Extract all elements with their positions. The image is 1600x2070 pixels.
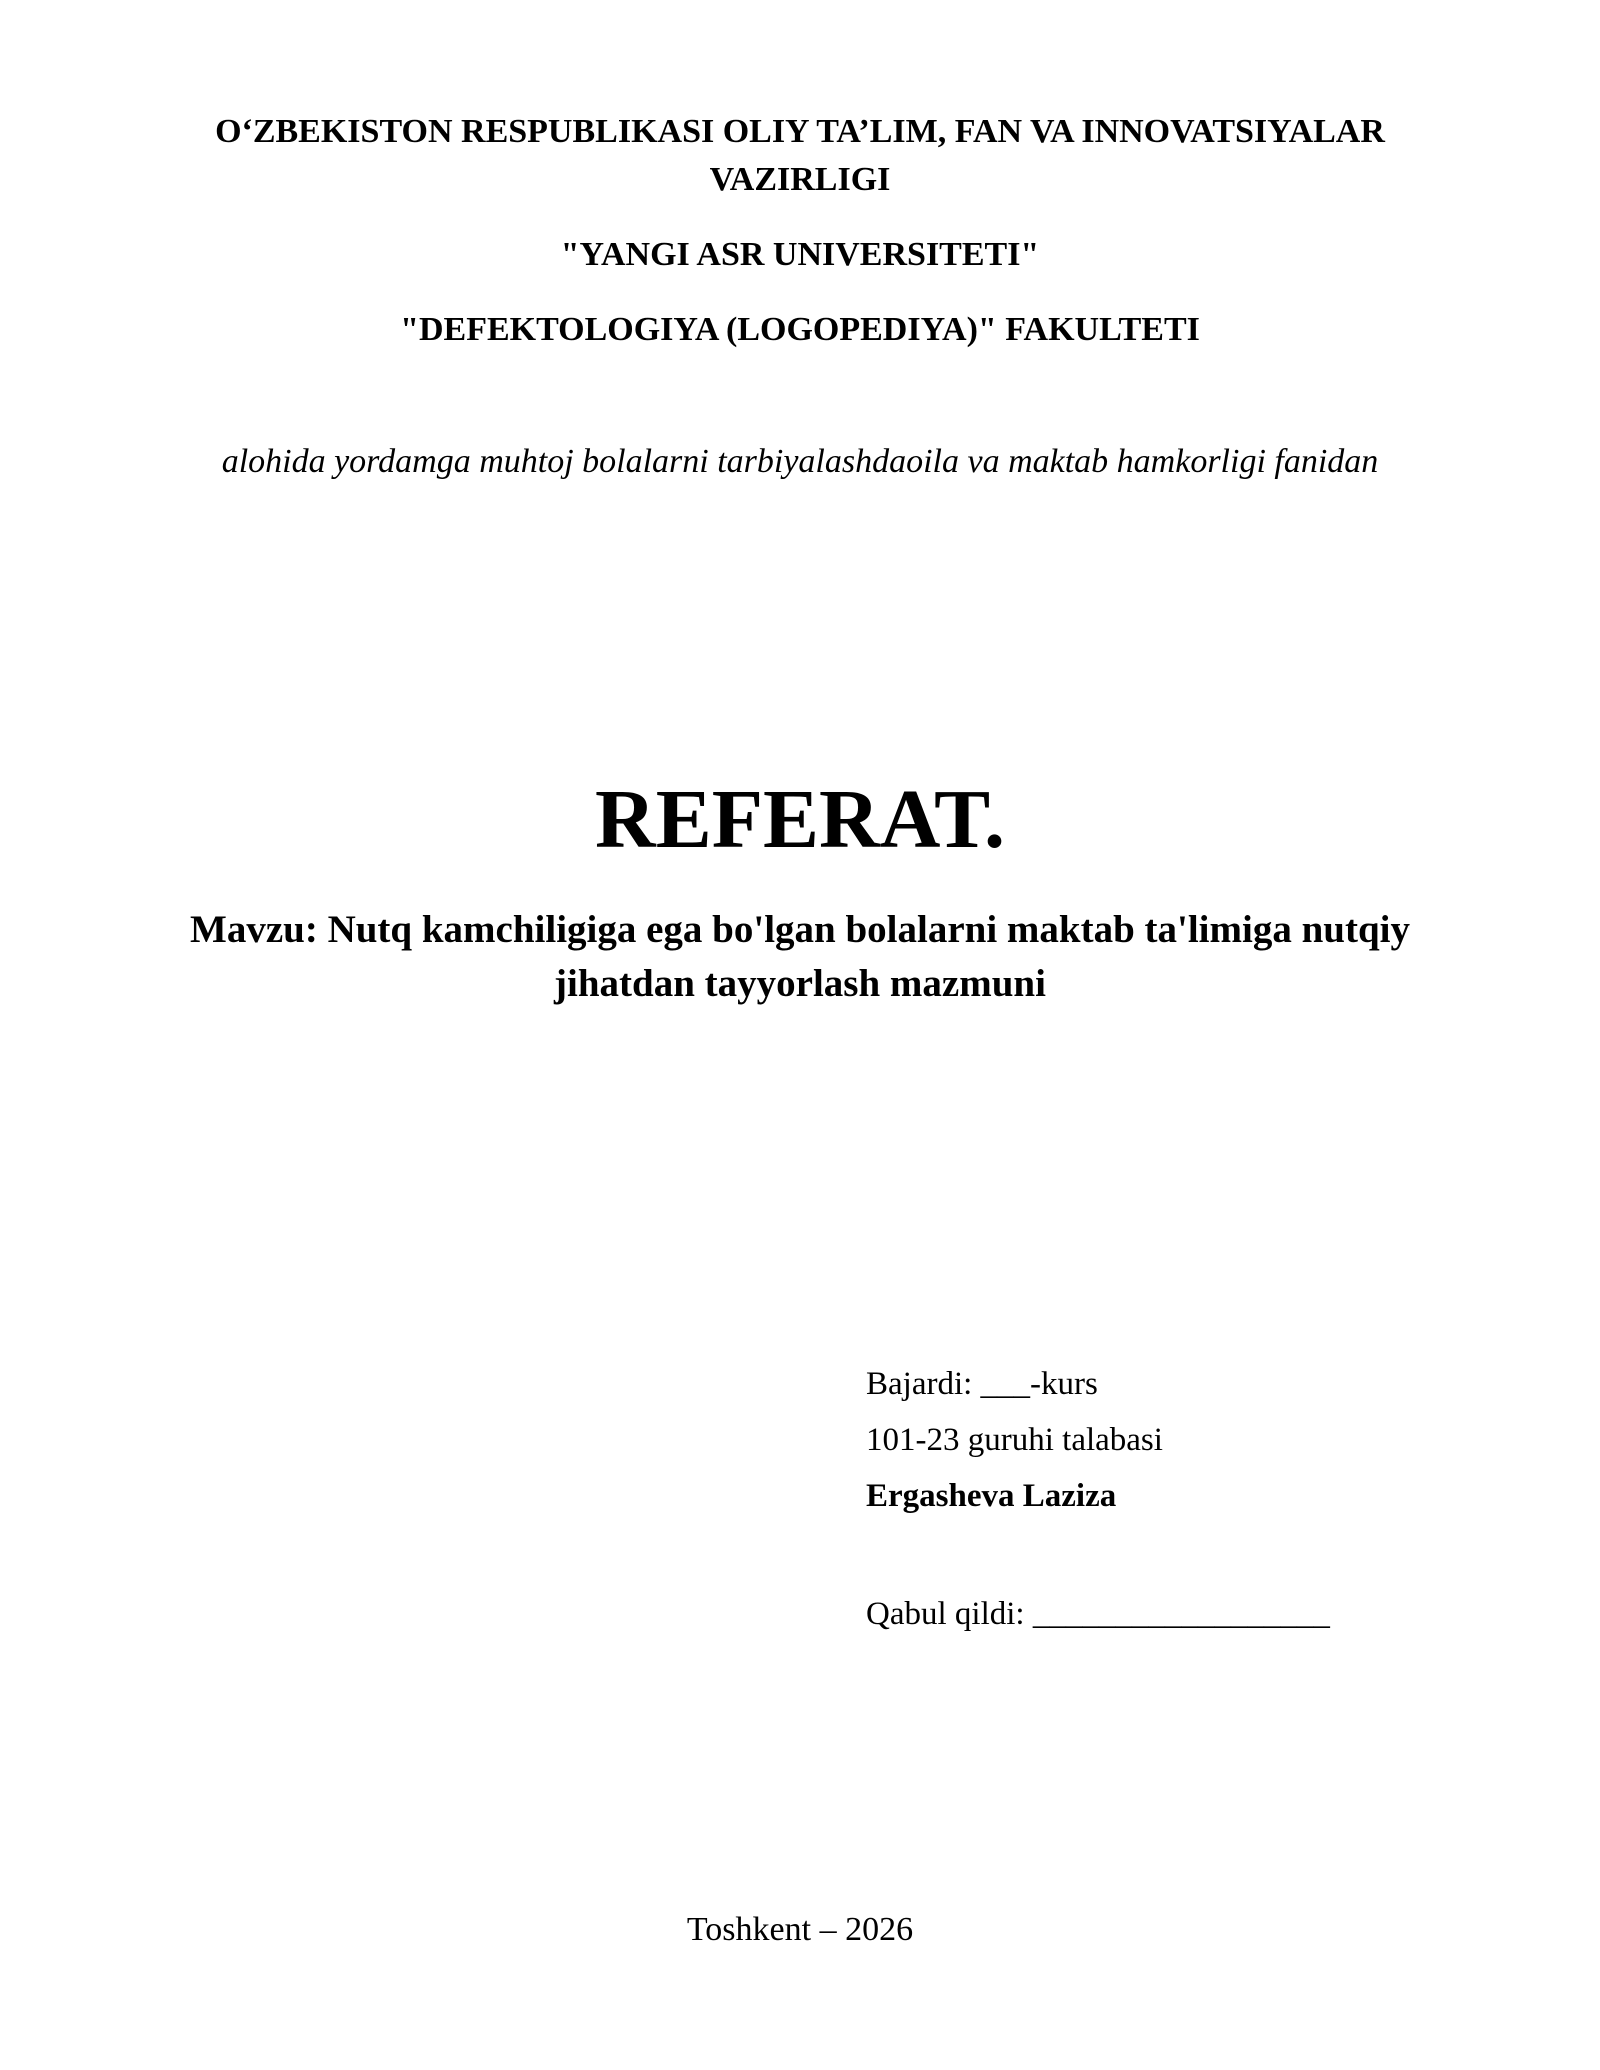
accepted-by-line: Qabul qildi: __________________ [866,1596,1330,1632]
group-line: 101-23 guruhi talabasi [866,1422,1163,1458]
university-name: "YANGI ASR UNIVERSITETI" [560,236,1040,273]
subject-line: alohida yordamga muhtoj bolalarni tarbiyalashdaoila va maktab hamkorligi fanidan [221,443,1379,480]
document-title: REFERAT. [595,773,1005,866]
ministry-heading: O‘ZBEKISTON RESPUBLIKASI OLIY TA’LIM, FAN VA INNOVATSIYALAR VAZIRLIGI [215,113,1385,198]
faculty-name: "DEFEKTOLOGIYA (LOGOPEDIYA)" FAKULTETI [400,311,1200,348]
student-name: Ergasheva Laziza [866,1478,1117,1514]
place-year: Toshkent – 2026 [686,1911,914,1948]
performed-by-line: Bajardi: ___-kurs [866,1366,1098,1402]
topic-heading: Mavzu: Nutq kamchiligiga ega bo'lgan bolalarni maktab ta'limiga nutqiy jihatdan tayyorlash mazmuni [190,908,1410,1005]
